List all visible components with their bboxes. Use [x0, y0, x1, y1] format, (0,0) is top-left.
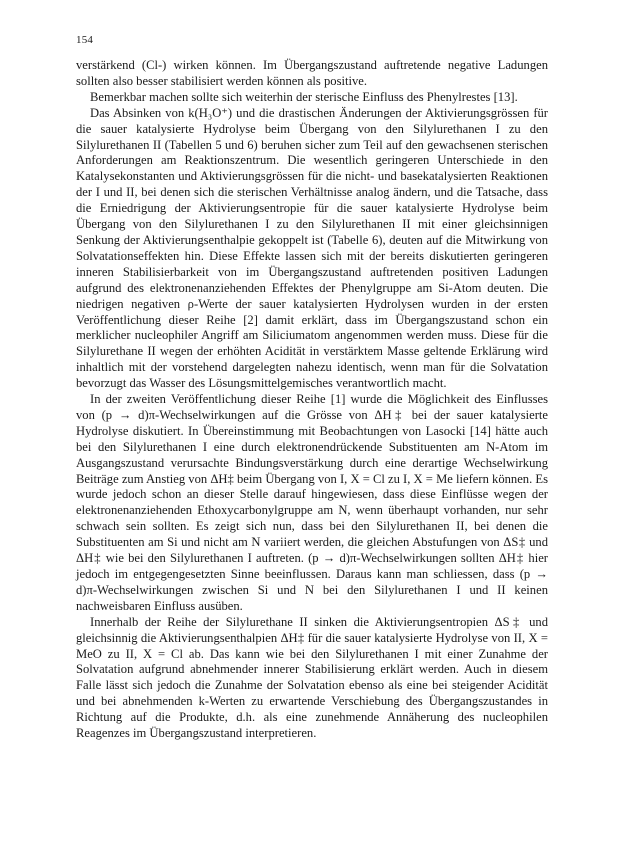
paragraph-phenyl-effect: Bemerkbar machen sollte sich weiterhin der sterische Einfluss des Phenylrestes [13].: [90, 89, 518, 104]
paragraph-activation-parameters: Innerhalb der Reihe der Silylurethane II sinken die Aktivierungsentropien ΔS‡ und gleichsinnig die Aktivierungsenthalpien ΔH‡ für die sauer katalysierte Hydrolyse von II, X = MeO zu II, X = Cl ab. Das kann wie bei den Silylurethanen I mit einer Zunahme der Solvatation aufgrund abnehmender innerer Stabilisierung erklärt werden. Auch in diesem Falle lässt sich jedoch die Zunahme der Solvatation ebenso als eine bei steigender Acidität und bei abnehmenden k-Werten zu erwartende Verschiebung des Übergangszustandes in Richtung auf die Produkte, d.h. als eine zunehmende Annäherung des nucleophilen Reagenzes im Übergangszustand interpretieren.: [76, 614, 548, 741]
paragraph-p-d-interactions: In der zweiten Veröffentlichung dieser Reihe [1] wurde die Möglichkeit des Einflusses von (p → d)π-Wechselwirkungen auf die Grösse von ΔH‡ bei der sauer katalysierte Hydrolyse diskutiert. In Übereinstimmung mit Beobachtungen von Lasocki [14] hätte auch bei den Silylurethanen I eine durch elektronendrückende Substituenten am N-Atom im Ausgangszustand verursachte Bindungsverstärkung durch eine derartige Wechselwirkung Beiträge zum Anstieg von ΔH‡ beim Übergang von I, X = Cl zu I, X = Me liefern können. Es wurde jedoch schon an dieser Stelle darauf hingewiesen, dass diese Einflüsse wegen der elektronenanziehenden Ethoxycarbonylgruppe am N, wenn überhaupt vorhanden, nur sehr schwach sein sollten. Es zeigt sich nun, dass bei den Silylurethanen II, bei denen die Substituenten am Si und nicht am N variiert werden, die gleichen Abstufungen von ΔS‡ und ΔH‡ wie bei den Silylurethanen I auftreten. (p → d)π-Wechselwirkungen sollten ΔH‡ hier jedoch im entgegengesetzten Sinne beeinflussen. Daraus kann man schliessen, dass (p → d)π-Wechselwirkungen zwischen Si und N bei den Silylurethanen I und II keinen nachweisbaren Einfluss ausüben.: [76, 392, 548, 613]
page-number: 154: [76, 34, 94, 46]
body-text: [76, 58, 548, 742]
paragraph-continuation: verstärkend (Cl-) wirken können. Im Übergangszustand auftretende negative Ladungen sollten also besser stabilisiert werden können als positive.: [76, 58, 548, 88]
paragraph-solvation-effects: Das Absinken von k(H₃O⁺) und die drastischen Änderungen der Aktivierungsgrössen für die sauer katalysierte Hydrolyse beim Übergang von den Silylurethanen I zu den Silylurethanen II (Tabellen 5 und 6) beruhen sicher zum Teil auf den gewachsenen sterischen Anforderungen am Reaktionszentrum. Die wesentlich geringeren Unterschiede in den Katalysekonstanten und Aktivierungsgrössen für die nicht- und basekatalysierten Reaktionen der I und II, bei denen sich die sterischen Verhältnisse analog ändern, und die Tatsache, dass die Erniedrigung der Aktivierungsentropie für die sauer katalysierte Hydrolyse beim Übergang von den Silylurethanen I zu den Silylurethanen II mit einer gleichsinnigen Senkung der Aktivierungsenthalpie gekoppelt ist (Tabelle 6), deuten auf die Mitwirkung von Solvatationseffekten hin. Diese Effekte lassen sich mit der bereits diskutierten geringeren inneren Stabilisierbarkeit von im Übergangszustand auftretenden positiven Ladungen aufgrund des elektronenanziehenden Effektes der Phenylgruppe am Si-Atom deuten. Die niedrigen negativen ρ-Werte der sauer katalysierten Hydrolysen wurden in der ersten Veröffentlichung dieser Reihe [2] damit erklärt, dass im Übergangszustand schon ein merklicher nucleophiler Angriff am Siliciumatom angenommen werden muss. Diese für die Silylurethane II wegen der erhöhten Acidität in verstärktem Masse geltende Erklärung wird inhaltlich mit der vorstehend dargelegten nahezu identisch, wenn man für die Solvatation bevorzugt das Wasser des Lösungsmittelgemisches verantwortlich macht.: [76, 105, 548, 391]
